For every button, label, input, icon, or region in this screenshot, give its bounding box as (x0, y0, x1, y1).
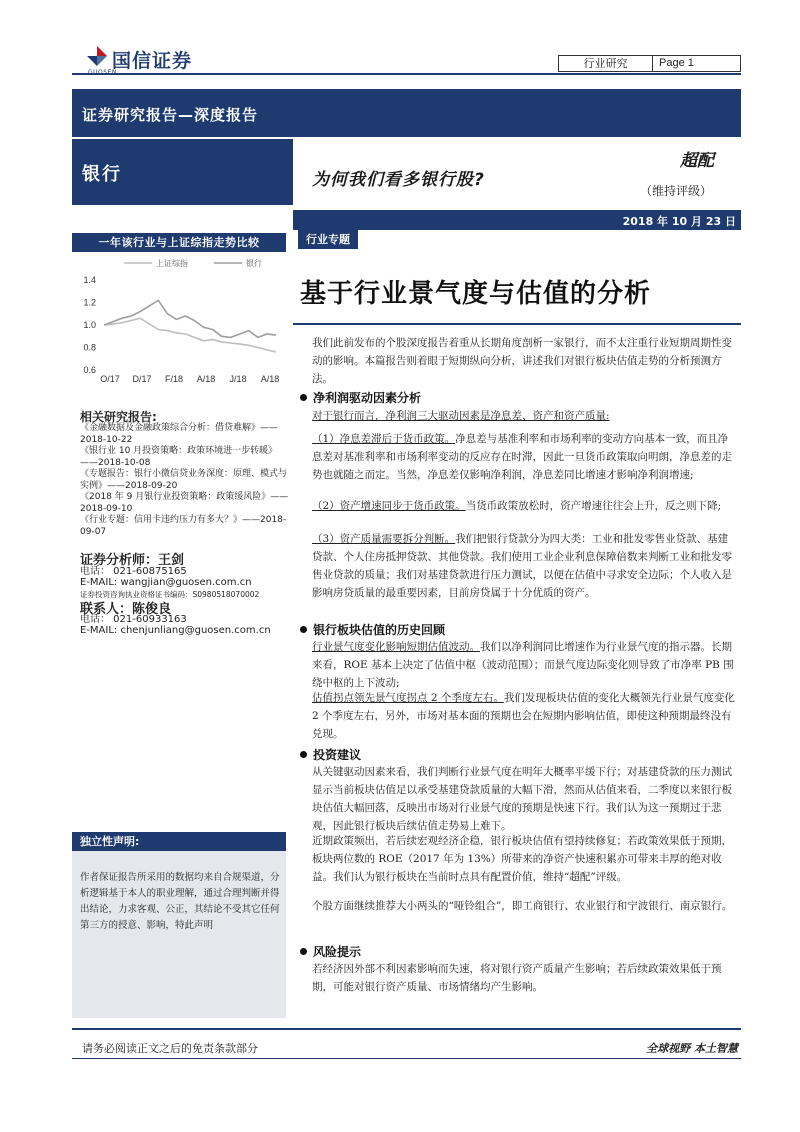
contact-name: 联系人：陈俊良 (80, 602, 172, 617)
section-title: 净利润驱动因素分析 (313, 391, 422, 405)
y-tick-label: 1.0 (83, 320, 96, 330)
analyst-name: 证券分析师：王剑 (80, 553, 185, 568)
body-text: 我们发现板块估值的变化大概领先行业景气度变化 2 个季度左右，另外，市场对基本面的预期也会在短期内影响估值，即使这种预期最终没有兑现。 (312, 692, 735, 740)
series-title: 证券研究报告—深度报告 (82, 106, 259, 124)
rating: 超配 (680, 151, 714, 171)
section-title: 投资建议 (313, 748, 362, 762)
chart-heading: 一年该行业与上证综指走势比较 (72, 233, 286, 252)
x-tick-label: A/18 (196, 374, 216, 384)
related-list (80, 423, 290, 538)
section-heading (300, 746, 361, 763)
body-paragraph: 近期政策频出，若后续宏观经济企稳，银行板块估值有望持续修复；若政策效果低于预期，板块两位数的 ROE（2017 年为 13%）所带来的净资产快速积累亦可带来丰厚的绝对收益。我们认为银行板块在当前时点具有配置价值，维持“超配”评级。 (312, 835, 732, 883)
topic-tag: 行业专题 (298, 230, 358, 249)
bullet-icon (300, 948, 307, 955)
report-date: 2018 年 10 月 23 日 (622, 215, 736, 228)
page-number: Page 1 (659, 57, 694, 69)
body-paragraph (312, 430, 737, 484)
disclaimer-notice: 请务必阅读正文之后的免责条款部分 (82, 1042, 258, 1055)
bullet-icon (300, 626, 307, 633)
trend-chart (72, 252, 286, 392)
report-question-title: 为何我们看多银行股? (312, 170, 485, 190)
guosen-logo-icon (86, 45, 108, 67)
series-line (104, 318, 276, 352)
related-item[interactable]: 《专题报告：银行小微信贷业务深度：原理、模式与实例》——2018-09-20 (80, 469, 288, 491)
body-paragraph: 个股方面继续推荐大小两头的“哑铃组合”，即工商银行、农业银行和宁波银行、南京银行。 (312, 900, 733, 912)
key-point: （1）净息差滞后于货币政策。 (312, 433, 456, 445)
legend-label: 上证综指 (156, 259, 188, 268)
key-point: 行业景气度变化影响短期估值波动。 (312, 641, 480, 653)
rating-note: （维持评级） (640, 184, 713, 198)
body-paragraph: 若经济因外部不利因素影响而失速，将对银行资产质量产生影响；若后续政策效果低于预期，可能对银行资产质量、市场情绪均产生影响。 (312, 963, 722, 993)
body-paragraph (312, 638, 737, 692)
contact-phone: 电话： 021-60933163 (80, 614, 187, 625)
x-tick-label: F/18 (164, 374, 184, 384)
section-heading (300, 621, 445, 638)
legend-label: 银行 (246, 259, 262, 268)
body-paragraph: 从关键驱动因素来看，我们判断行业景气度在明年大概率平缓下行；对基建贷款的压力测试显示当前板块估值足以承受基建贷款质量的大幅下滑，然而从估值来看，二季度以来银行板块估值大幅回落，反映出市场对行业景气度的预期是快速下行。我们认为这一预期过于悲观，因此银行板块后续估值走势易上难下。 (312, 766, 732, 832)
y-tick-label: 1.2 (83, 297, 96, 308)
analyst-email[interactable]: E-MAIL: wangjian@guosen.com.cn (80, 577, 252, 588)
body-text: 我们把银行贷款分为四大类：工业和批发零售业贷款、基建贷款、个人住房抵押贷款、其他贷款。我们使用工业企业利息保障倍数来判断工业和批发零售业贷款的质量；我们对基建贷款进行压力测试，以便在估值中寻求安全边际；个人收入是影响房贷质量的最重要因素，目前房贷属于十分优质的资产。 (312, 533, 732, 599)
sector-name: 银行 (82, 164, 122, 185)
key-point: 估值拐点领先景气度拐点 2 个季度左右。 (312, 692, 504, 704)
intro-paragraph: 我们此前发布的个股深度报告着重从长期角度剖析一家银行，而不太注重行业短期周期性变动的影响。本篇报告则着眼于短期纵向分析，讲述我们对银行板块估值走势的分析预测方法。 (312, 337, 732, 385)
body-paragraph (312, 689, 737, 743)
body-text: 当货币政策放松时，资产增速往往会上升，反之则下降; (465, 500, 722, 512)
contact-email[interactable]: E-MAIL: chenjunliang@guosen.com.cn (80, 625, 271, 636)
brand-name: 国信证券 (112, 50, 193, 72)
y-tick-label: 0.8 (83, 342, 96, 353)
related-item[interactable]: 《金融数据及金融政策综合分析：借贷难解》——2018-10-22 (80, 423, 279, 445)
body-paragraph (312, 497, 737, 515)
analyst-phone: 电话： 021-60875165 (80, 566, 187, 577)
related-item[interactable]: 《2018 年 9 月银行业投资策略：政策缓风险》——2018-09-10 (80, 492, 289, 514)
header-rule (72, 73, 741, 75)
footer-rule (72, 1028, 741, 1030)
y-tick-label: 0.6 (83, 365, 96, 375)
report-type: 行业研究 (559, 56, 653, 71)
header-meta-box (558, 55, 741, 72)
body-paragraph (312, 530, 737, 602)
section-heading (300, 943, 361, 960)
x-tick-label: J/18 (229, 374, 247, 384)
slogan: 全球视野 本土智慧 (646, 1042, 738, 1055)
key-point: （3）资产质量需要拆分判断。 (312, 533, 456, 545)
body-text: 净息差与基准利率和市场利率的变动方向基本一致，而且净息差对基准利率和市场利率变动的反应存在时滞，因此一旦货币政策取向明朗，净息差的走势也就随之而定。当然，净息差仅影响净利润，净息差同比增速才影响净利润增速; (312, 433, 732, 481)
body-text: 我们以净利润同比增速作为行业景气度的指示器。长期来看，ROE 基本上决定了估值中枢（波动范围）；而景气度边际变化则导致了市净率 PB 围绕中枢的上下波动; (312, 641, 734, 689)
bullet-icon (300, 751, 307, 758)
body-text: 对于银行而言，净利润三大驱动因素是净息差、资产和资产质量: (312, 410, 610, 422)
related-item[interactable]: 《行业专题：信用卡违约压力有多大？》——2018-09-07 (80, 515, 287, 537)
footer-rule-bottom (72, 1058, 741, 1059)
independence-heading: 独立性声明: (72, 832, 286, 851)
related-heading: 相关研究报告: (80, 410, 157, 424)
x-tick-label: A/18 (260, 374, 280, 384)
independence-text: 作者保证报告所采用的数据均来自合规渠道，分析逻辑基于本人的职业理解，通过合理判断并得出结论，力求客观、公正，其结论不受其它任何第三方的授意、影响，特此声明 (80, 872, 280, 931)
x-tick-label: D/17 (132, 374, 152, 384)
section-title: 银行板块估值的历史回顾 (313, 623, 446, 637)
section-title: 风险提示 (313, 945, 362, 959)
body-paragraph (312, 407, 737, 425)
related-item[interactable]: 《银行业 10 月投资策略：政策环境进一步转暖》——2018-10-08 (80, 446, 278, 468)
key-point: （2）资产增速同步于货币政策。 (312, 500, 466, 512)
title-rule (293, 323, 741, 325)
analyst-cert: 证券投资咨询执业资格证书编码：S0980518070002 (80, 590, 260, 599)
series-line (104, 300, 276, 337)
x-tick-label: O/17 (100, 374, 120, 384)
bullet-icon (300, 394, 307, 401)
section-heading (300, 389, 421, 406)
main-title: 基于行业景气度与估值的分析 (300, 279, 652, 309)
y-tick-label: 1.4 (83, 275, 96, 285)
